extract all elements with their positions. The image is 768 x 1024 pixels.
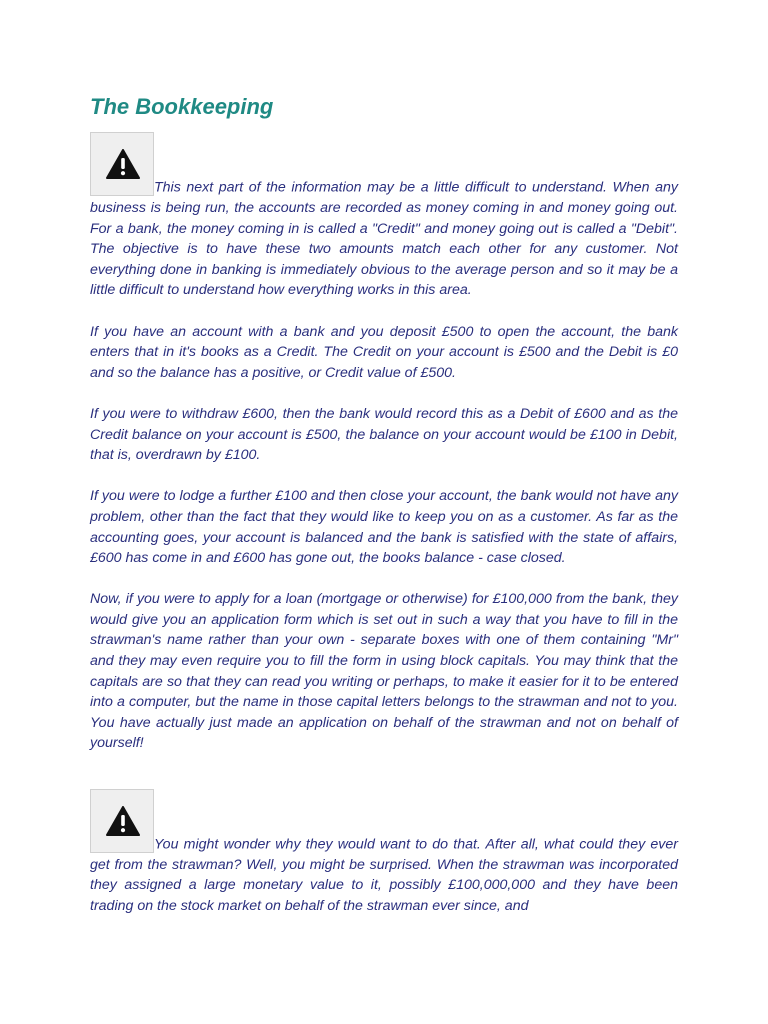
document-page [90,90,678,937]
warning-triangle-glyph [106,149,140,179]
spacer [90,775,678,789]
warning-icon [90,789,154,853]
paragraph-deposit: If you have an account with a bank and you deposit £500 to open the account, the bank enters that in it's books as a Credit. The Credit on your account is £500 and the Debit is £0 and so the balance has a positive, or Credit value of £500. [90,323,678,381]
paragraph-strawman [90,789,678,917]
paragraph-intro-text: This next part of the information may be a little difficult to understand. When any business is being run, the accounts are recorded as money coming in and money going out. For a bank, the money coming in is called a "Credit" and money going out is called a "Debit". The objective is to have these two amounts match each other for any customer. Not everything done in banking is immediately obvious to the average person and so it may be a little difficult to understand how everything works in this area. [90,179,678,299]
paragraph-withdraw: If you were to withdraw £600, then the bank would record this as a Debit of £600 and as the Credit balance on your account is £500, the balance on your account would be £100 in Debit, that is, overdrawn by £100. [90,405,678,464]
warning-triangle-glyph [106,806,140,836]
paragraph-lodge: If you were to lodge a further £100 and then close your account, the bank would not have any problem, other than the fact that they would like to keep you on as a customer. As far as the accounting goes, your account is balanced and the bank is satisfied with the state of affairs, £600 has come in and £600 has gone out, the books balance - case closed. [90,488,678,567]
paragraph-strawman-text: You might wonder why they would want to do that. After all, what could they ever get from the strawman? Well, you might be surprised. When the strawman was incorporated they assigned a large monetary value to it, possibly £100,000,000 and they have been trading on the stock market on behalf of the strawman ever since, and [90,836,678,914]
page-title: The Bookkeeping [90,94,274,119]
warning-icon [90,132,154,196]
paragraph-loan: Now, if you were to apply for a loan (mortgage or otherwise) for £100,000 from the bank, they would give you an application form which is set out in such a way that you have to fill in the strawman's name rather than your own - separate boxes with one of them containing "Mr" and they may even require you to fill the form in using block capitals. You may think that the capitals are so that they can read you writing or perhaps, to make it easier for it to be entered into a computer, but the name in those capital letters belongs to the strawman and not to you. You have actually just made an application on behalf of the strawman and not on behalf of yourself! [90,591,678,752]
paragraph-intro [90,132,678,301]
